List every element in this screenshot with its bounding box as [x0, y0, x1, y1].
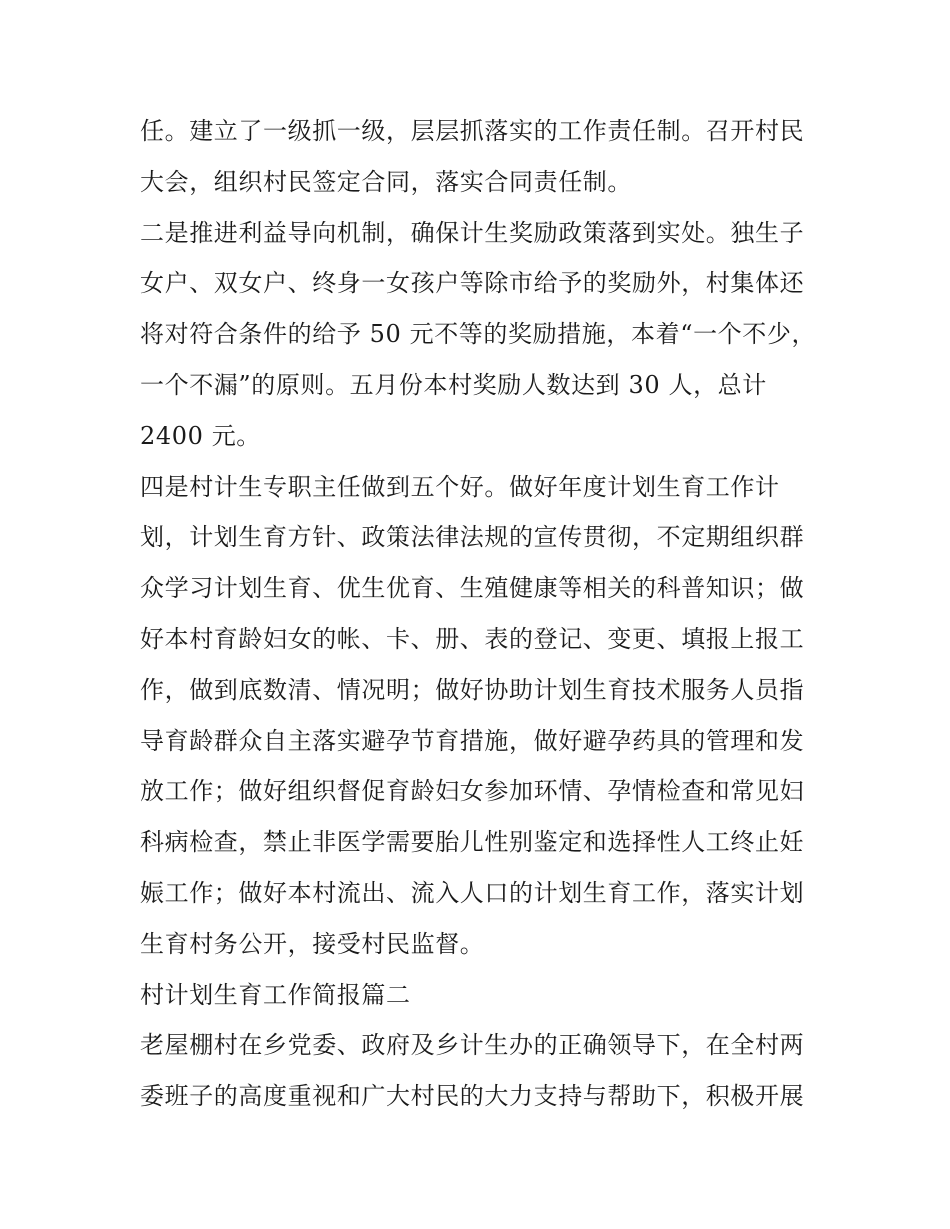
text-line: 老屋棚村在乡党委、政府及乡计生办的正确领导下，在全村两: [140, 1031, 805, 1060]
text-line: 一个不漏”的原则。五月份本村奖励人数达到 30 人，总计: [140, 370, 767, 399]
text-line: 科病检查，禁止非医学需要胎儿性别鉴定和选择性人工终止妊: [140, 828, 805, 857]
text-line: 放工作；做好组织督促育龄妇女参加环情、孕情检查和常见妇: [140, 777, 805, 806]
document-body: [140, 106, 820, 1122]
text-line: 二是推进利益导向机制，确保计生奖励政策落到实处。独生子: [140, 218, 805, 247]
text-line: 委班子的高度重视和广大村民的大力支持与帮助下，积极开展: [140, 1082, 805, 1111]
text-line: 娠工作；做好本村流出、流入人口的计划生育工作，落实计划: [140, 878, 805, 907]
text-line: 划，计划生育方针、政策法律法规的宣传贯彻，不定期组织群: [140, 523, 805, 552]
text-line: 任。建立了一级抓一级，层层抓落实的工作责任制。召开村民: [140, 117, 805, 145]
text-line: 众学习计划生育、优生优育、生殖健康等相关的科普知识；做: [140, 574, 805, 603]
text-line: 四是村计生专职主任做到五个好。做好年度计划生育工作计: [140, 472, 780, 501]
text-line: 作，做到底数清、情况明；做好协助计划生育技术服务人员指: [140, 675, 805, 704]
text-line: 女户、双女户、终身一女孩户等除市给予的奖励外，村集体还: [140, 269, 805, 298]
text-line: 将对符合条件的给予 50 元不等的奖励措施，本着“一个不少，: [140, 320, 817, 349]
text-line: 生育村务公开，接受村民监督。: [140, 929, 485, 958]
text-line: 2400 元。: [140, 421, 261, 450]
section-heading: 村计划生育工作简报篇二: [140, 980, 411, 1009]
text-line: 大会，组织村民签定合同，落实合同责任制。: [140, 167, 632, 196]
text-line: 好本村育龄妇女的帐、卡、册、表的登记、变更、填报上报工: [140, 624, 805, 653]
text-line: 导育龄群众自主落实避孕节育措施，做好避孕药具的管理和发: [140, 726, 805, 755]
